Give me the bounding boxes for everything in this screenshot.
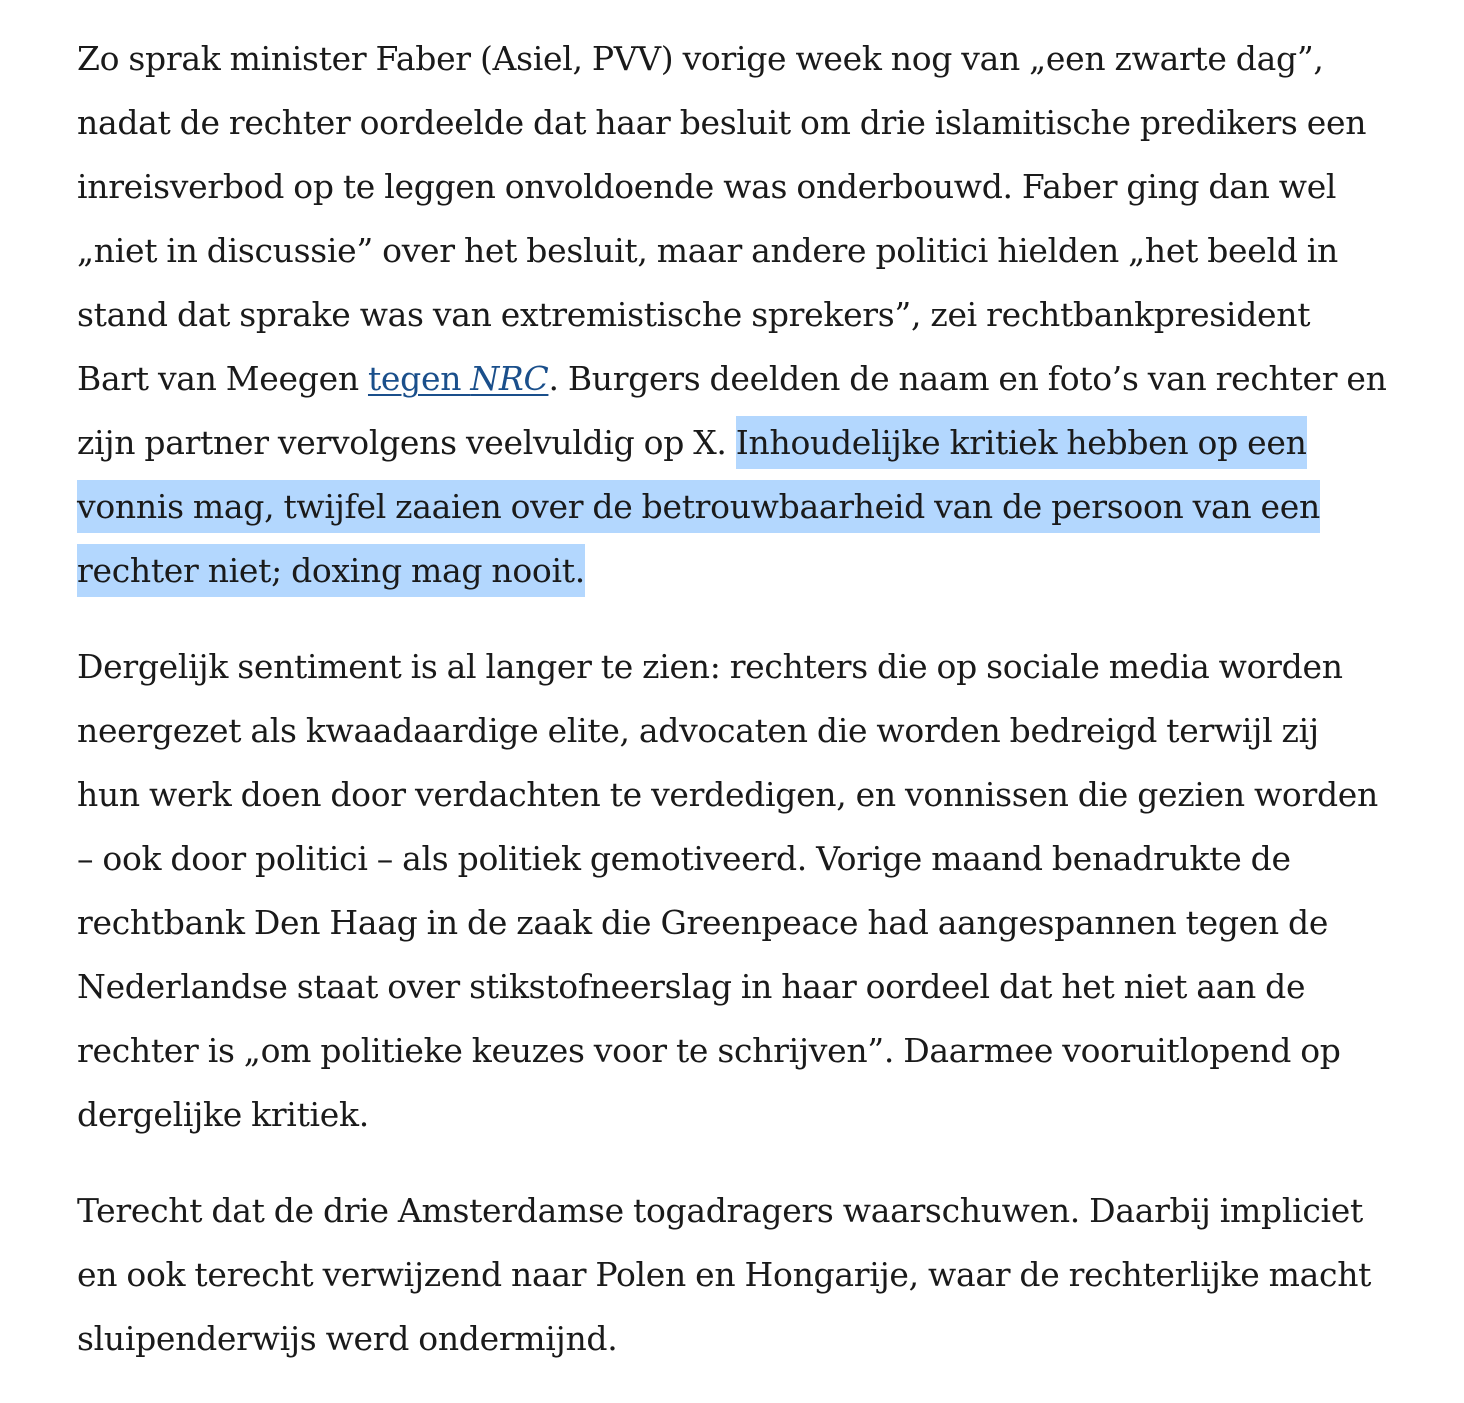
- paragraph-1-text-after-link: . Burgers deelden de naam en foto’s van rechter en zijn partner vervolgens veelvuldig op X.: [77, 359, 1387, 462]
- nrc-link-italic: NRC: [470, 359, 549, 398]
- nrc-link[interactable]: [368, 359, 548, 398]
- paragraph-3: Terecht dat de drie Amsterdamse togadragers waarschuwen. Daarbij impliciet en ook terecht verwijzend naar Polen en Hongarije, waar de rechterlijke macht sluipenderwijs werd ondermijnd.: [77, 1191, 1372, 1358]
- selected-text-highlight: Inhoudelijke kritiek hebben op een vonnis mag, twijfel zaaien over de betrouwbaarheid van de persoon van een rechter niet; doxing mag nooit.: [77, 416, 1320, 597]
- nrc-link-text: tegen: [367, 359, 471, 398]
- paragraph-1: [77, 27, 1387, 603]
- paragraph-2: Dergelijk sentiment is al langer te zien: rechters die op sociale media worden neergezet als kwaadaardige elite, advocaten die worden bedreigd terwijl zij hun werk doen door verdachten te verdedigen, en vonnissen die gezien worden – ook door politici – als politiek gemotiveerd. Vorige maand benadrukte de rechtbank Den Haag in de zaak die Greenpeace had aangespannen tegen de Nederlandse staat over stikstofneerslag in haar oordeel dat het niet aan de rechter is „om politieke keuzes voor te schrijven”. Daarmee vooruitlopend op dergelijke kritiek.: [77, 647, 1378, 1134]
- article-body: [77, 27, 1387, 1403]
- paragraph-1-text-before-link: Zo sprak minister Faber (Asiel, PVV) vorige week nog van „een zwarte dag”, nadat de rechter oordeelde dat haar besluit om drie islamitische predikers een inreisverbod op te leggen onvoldoende was onderbouwd. Faber ging dan wel „niet in discussie” over het besluit, maar andere politici hielden „het beeld in stand dat sprake was van extremistische sprekers”, zei rechtbankpresident Bart van Meegen: [77, 39, 1367, 398]
